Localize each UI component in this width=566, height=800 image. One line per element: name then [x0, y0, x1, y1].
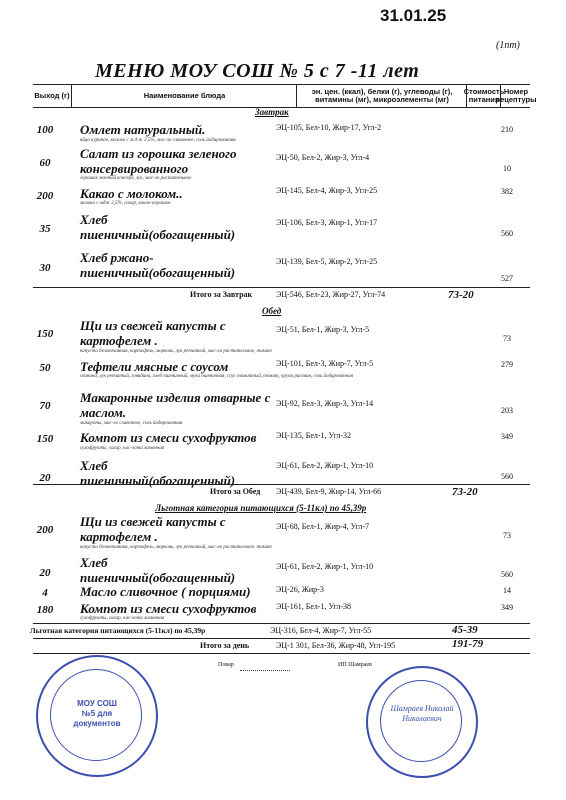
item-qty: 100 [36, 124, 54, 136]
breakfast-total-label: Итого за Завтрак [190, 290, 253, 299]
page-title: МЕНЮ МОУ СОШ № 5 с 7 -11 лет [95, 60, 420, 82]
benefit-total-nutrition: ЭЦ-316, Бел-4, Жир-7, Угл-55 [270, 626, 372, 635]
item-name: Масло сливочное ( порциями) [80, 584, 251, 599]
school-stamp-text: МОУ СОШ №5 для документов [73, 699, 121, 728]
item-composition: сухофрукты, сахар, кис-лота лимонная [80, 616, 165, 621]
item-recipe: 203 [501, 406, 513, 415]
benefit-total-label: Льготная категория питающихся (5-11кл) по 45,39р [30, 626, 206, 635]
item-qty: 150 [36, 433, 54, 445]
item-recipe: 527 [501, 274, 513, 283]
day-total-label: Итого за день [200, 641, 250, 650]
cook-signature-label: Повар [218, 662, 234, 668]
ip-signature-label: ИП Шамраев [338, 662, 372, 668]
item-composition: капуста белокочанная, картофель, морковь, лук репчатый, мас-ло растительное, томат [80, 545, 272, 550]
item-name: Омлет натуральный. [80, 122, 206, 137]
header-output: Выход (г) [34, 90, 70, 100]
item-nutrition: ЭЦ-105, Бел-10, Жир-17, Угл-2 [276, 123, 382, 132]
breakfast-total-nutrition: ЭЦ-546, Бел-23, Жир-27, Угл-74 [276, 290, 386, 299]
header-recipe: Номер рецептуры [500, 85, 531, 107]
item-composition: яйцо куриное, молоко с м.д.ж 2,5%, мас-ло сливочное, соль йодированная [80, 138, 236, 143]
menu-date: 31.01.25 [380, 6, 447, 25]
lunch-total-label: Итого за Обед [210, 487, 261, 496]
item-qty: 50 [39, 362, 51, 374]
header-price: Стоимость питания [466, 85, 501, 107]
item-qty: 200 [36, 190, 54, 202]
item-recipe: 73 [503, 531, 511, 540]
ip-stamp-text: Шамраев Николай Николаевич [390, 704, 454, 723]
item-nutrition: ЭЦ-26, Жир-3 [276, 585, 324, 594]
item-nutrition: ЭЦ-139, Бел-5, Жир-2, Угл-25 [276, 257, 378, 266]
item-recipe: 210 [501, 125, 513, 134]
school-stamp [36, 655, 158, 777]
item-nutrition: ЭЦ-61, Бел-2, Жир-1, Угл-10 [276, 461, 374, 470]
item-name: Какао с молоком.. [80, 186, 183, 201]
item-name: Макаронные изделия отварные с маслом. [80, 390, 271, 420]
item-nutrition: ЭЦ-61, Бел-2, Жир-1, Угл-10 [276, 562, 374, 571]
item-nutrition: ЭЦ-68, Бел-1, Жир-4, Угл-7 [276, 522, 370, 531]
item-qty: 60 [39, 157, 51, 169]
item-qty: 180 [36, 604, 54, 616]
item-qty: 150 [36, 328, 54, 340]
item-name: Хлеб пшеничный(обогащенный) [80, 212, 236, 242]
section-lunch: Обед [262, 306, 282, 316]
header-name: Наименование блюда [71, 85, 297, 107]
item-qty: 30 [39, 262, 51, 274]
divider [33, 484, 530, 485]
ip-stamp [366, 666, 478, 778]
item-nutrition: ЭЦ-51, Бел-1, Жир-3, Угл-5 [276, 325, 370, 334]
item-name: Хлеб пшеничный(обогащенный) [80, 458, 236, 488]
item-recipe: 73 [503, 334, 511, 343]
item-qty: 35 [39, 223, 51, 235]
item-nutrition: ЭЦ-161, Бел-1, Угл-38 [276, 602, 352, 611]
divider [33, 653, 530, 654]
item-composition: молоко с мдж 2,5%, сахар, какао-порошок [80, 201, 171, 206]
item-nutrition: ЭЦ-106, Бел-3, Жир-1, Угл-17 [276, 218, 378, 227]
item-composition: макароны, мас-ло сливочное, соль йодированная [80, 421, 183, 426]
section-breakfast: Завтрак [255, 107, 289, 117]
item-name: Компот из смеси сухофруктов [80, 601, 257, 616]
item-recipe: 560 [501, 229, 513, 238]
page-label: (1пт) [496, 40, 520, 51]
item-name: Салат из горошка зеленого консервированного [80, 146, 237, 176]
item-nutrition: ЭЦ-145, Бел-4, Жир-3, Угл-25 [276, 186, 378, 195]
item-recipe: 349 [501, 432, 513, 441]
item-name: Компот из смеси сухофруктов [80, 430, 257, 445]
item-name: Тефтели мясные с соусом [80, 359, 229, 374]
item-recipe: 382 [501, 187, 513, 196]
item-recipe: 279 [501, 360, 513, 369]
benefit-total-price: 45-39 [452, 624, 478, 636]
breakfast-total-price: 73-20 [448, 289, 474, 301]
item-qty: 20 [39, 567, 51, 579]
section-benefit: Льготная категория питающихся (5-11кл) по 45,39р [155, 503, 367, 513]
cook-signature-line [240, 670, 290, 671]
item-name: Хлеб пшеничный(обогащенный) [80, 555, 236, 585]
item-composition: капуста белокочанная, картофель, морковь, лук репчатый, мас-ло растительное, томат [80, 349, 272, 354]
item-recipe: 349 [501, 603, 513, 612]
item-composition: горошек зеленый консерв, лук, мас-ло растительное [80, 176, 192, 181]
item-recipe: 560 [501, 472, 513, 481]
item-recipe: 560 [501, 570, 513, 579]
item-qty: 200 [36, 524, 54, 536]
header-energy: эн. цен. (ккал), белки (г), углеводы (г), витамины (мг), микроэлементы (мг) [296, 85, 467, 107]
item-composition: сухофрукты, сахар, кис-лота лимонная [80, 446, 165, 451]
item-composition: свинина, лук репчатый, говядина, хлеб пшеничный, мука пшеничная, соус томатный, томат, крупа рисовая, соль йодированная [80, 374, 353, 379]
item-nutrition: ЭЦ-50, Бел-2, Жир-3, Угл-4 [276, 153, 370, 162]
lunch-total-price: 73-20 [452, 486, 478, 498]
item-recipe: 10 [503, 164, 511, 173]
item-recipe: 14 [503, 586, 511, 595]
item-name: Щи из свежей капусты с картофелем . [80, 318, 226, 348]
item-nutrition: ЭЦ-101, Бел-3, Жир-7, Угл-5 [276, 359, 374, 368]
item-name: Хлеб ржано-пшеничный(обогащенный) [80, 250, 236, 280]
table-header [33, 84, 537, 108]
item-qty: 20 [39, 472, 51, 484]
divider [33, 287, 530, 288]
item-qty: 4 [42, 587, 48, 599]
day-total-nutrition: ЭЦ-1 301, Бел-36, Жир-48, Угл-195 [276, 641, 396, 650]
item-name: Щи из свежей капусты с картофелем . [80, 514, 226, 544]
item-nutrition: ЭЦ-92, Бел-3, Жир-3, Угл-14 [276, 399, 374, 408]
lunch-total-nutrition: ЭЦ-439, Бел-9, Жир-14, Угл-66 [276, 487, 382, 496]
item-qty: 70 [39, 400, 51, 412]
item-nutrition: ЭЦ-135, Бел-1, Угл-32 [276, 431, 352, 440]
day-total-price: 191-79 [452, 638, 484, 650]
